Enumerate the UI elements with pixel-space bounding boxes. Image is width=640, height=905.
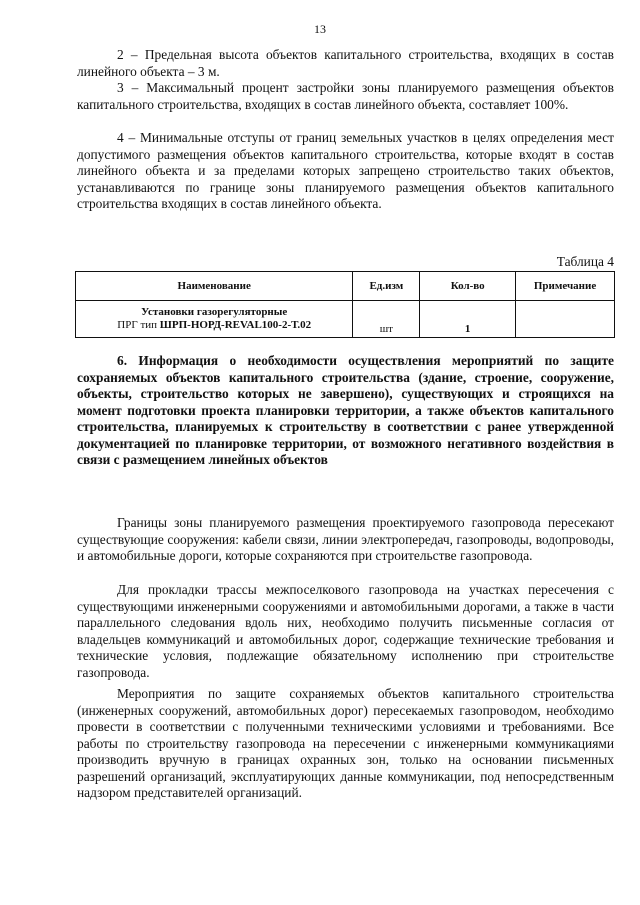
page-number: 13 — [314, 22, 326, 36]
cell-note — [516, 301, 615, 338]
equipment-table — [75, 271, 615, 338]
table-row — [76, 301, 615, 338]
item-name-line1: Установки газорегуляторные — [141, 306, 288, 318]
header-unit: Ед.изм — [353, 272, 420, 301]
table-header-row — [76, 272, 615, 301]
cell-quantity: 1 — [420, 301, 516, 338]
header-note: Примечание — [516, 272, 615, 301]
section-heading: 6. Информация о необходимости осуществления мероприятий по защите сохраняемых объектов капитального строительства (здание, строение, сооружение, объекты, строительство которых не завершено), существующих и строящихся на момент подготовки проекта планировки территории, а также объектов капитального строительства, планируемых к строительству в соответствии с ранее утвержденной документацией по планировке территории, от возможного негативного воздействия в связи с размещением линейных объектов — [77, 353, 614, 467]
paragraph-max-height: 2 – Предельная высота объектов капитального строительства, входящих в состав линейного объекта – 3 м. — [77, 47, 614, 79]
paragraph-protection-measures: Мероприятия по защите сохраняемых объектов капитального строительства (инженерных сооружений, автомобильных дорог) пересекаемых газопроводом, необходимо провести в соответствии с полученными техническими условиями и требованиями. Все работы по строительству газопровода на пересечении с инженерными коммуникациями производить вручную в границах охранных зон, только на основании письменных разрешений организаций, эксплуатирующих данные коммуникации, под непосредственным надзором представителей организаций. — [77, 686, 614, 800]
cell-unit: шт — [353, 301, 420, 338]
cell-name — [76, 301, 353, 338]
item-model: ШРП-НОРД-REVAL100-2-Т.02 — [159, 319, 312, 331]
header-quantity: Кол-во — [420, 272, 516, 301]
table-caption: Таблица 4 — [556, 254, 614, 269]
paragraph-min-setbacks: 4 – Минимальные отступы от границ земельных участков в целях определения мест допустимого размещения объектов капитального строительства, которые входят в состав линейного объекта и за пределами которых запрещено строительство таких объектов, устанавливаются по границе зоны планируемого размещения объектов капитального строительства входящих в состав линейного объекта. — [77, 130, 614, 211]
paragraph-zone-boundaries: Границы зоны планируемого размещения проектируемого газопровода пересекают существующие сооружения: кабели связи, линии электропередач, газопроводы, водопроводы, и автомобильные дороги, которые сохраняются при строительстве газопровода. — [77, 515, 614, 563]
header-name: Наименование — [76, 272, 353, 301]
paragraph-max-coverage: 3 – Максимальный процент застройки зоны планируемого размещения объектов капитального строительства, входящих в состав линейного объекта, составляет 100%. — [77, 80, 614, 112]
item-type-prefix: ПРГ тип — [117, 319, 160, 331]
paragraph-route-laying: Для прокладки трассы межпоселкового газопровода на участках пересечения с существующими инженерными сооружениями и автомобильными дорогами, а также в части параллельного следования вдоль них, необходимо получить письменные согласия от владельцев коммуникаций и автомобильных дорог, содержащие технические требования и технические условия, подлежащие обязательному исполнению при строительстве газопровода. — [77, 582, 614, 680]
